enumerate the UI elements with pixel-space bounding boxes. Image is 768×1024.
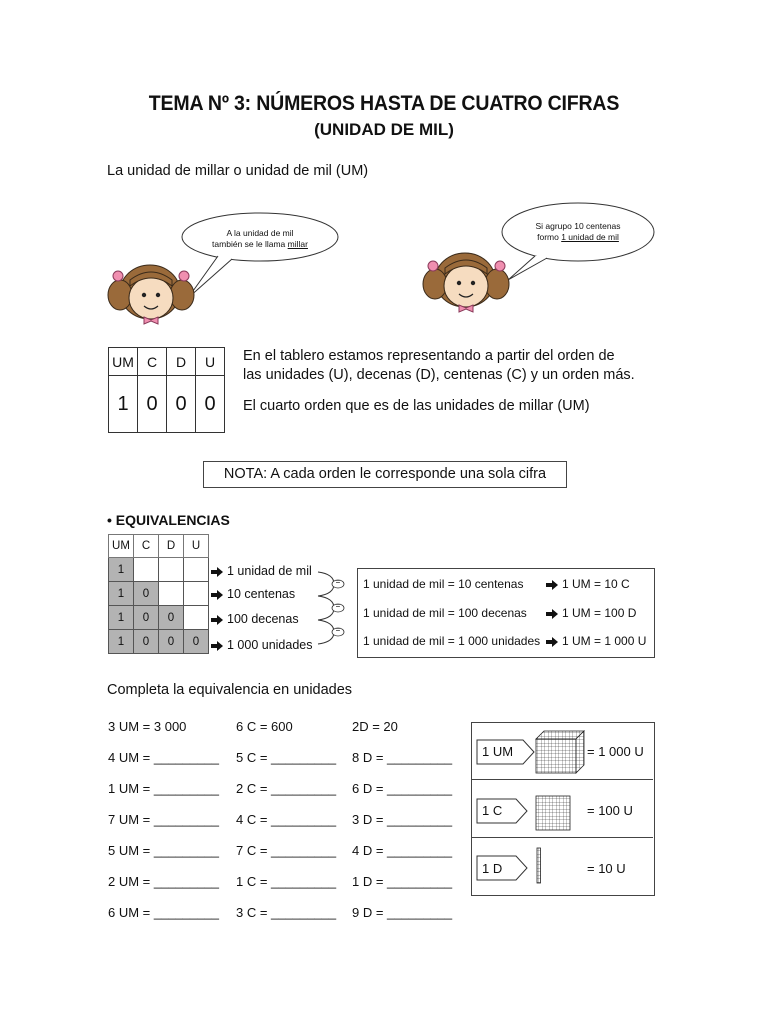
eq-cell: 1 bbox=[109, 606, 134, 630]
exercise-item: 5 UM = _________ bbox=[108, 843, 219, 858]
nota-box: NOTA: A cada orden le corresponde una sola cifra bbox=[203, 461, 567, 488]
bubble-left-line2b: millar bbox=[287, 239, 308, 249]
exercise-item: 5 C = _________ bbox=[236, 750, 337, 765]
bubble-right-text bbox=[503, 221, 653, 243]
panel-divider bbox=[472, 779, 653, 780]
eq-cell: 1 bbox=[109, 558, 134, 582]
eq-cell bbox=[134, 558, 159, 582]
eq-cell bbox=[159, 582, 184, 606]
exercise-item: 7 C = _________ bbox=[236, 843, 337, 858]
bubble-right-line2 bbox=[503, 232, 653, 243]
eq-cell bbox=[184, 606, 209, 630]
equivalencias-table bbox=[108, 534, 209, 654]
girl-illustration-right bbox=[420, 200, 660, 325]
exercise-item: 9 D = _________ bbox=[352, 905, 453, 920]
eq-line-2-right bbox=[546, 606, 636, 620]
eq-line-2-right-text: 1 UM = 100 D bbox=[562, 606, 637, 620]
exercise-heading: Completa la equivalencia en unidades bbox=[107, 682, 353, 698]
board-value-u: 0 bbox=[196, 376, 225, 433]
exercise-item: 6 D = _________ bbox=[352, 781, 453, 796]
exercise-item: 2 UM = _________ bbox=[108, 874, 219, 889]
exercise-item: 2 C = _________ bbox=[236, 781, 337, 796]
exercise-item: 8 D = _________ bbox=[352, 750, 453, 765]
board-explanation bbox=[243, 347, 635, 385]
bubble-left-line2a: también se le llama bbox=[212, 239, 288, 249]
exercise-item: 4 C = _________ bbox=[236, 812, 337, 827]
eq-header-u: U bbox=[184, 535, 209, 558]
eq-arrow-row-1 bbox=[211, 564, 312, 578]
arrow-right-icon bbox=[546, 637, 558, 647]
bubble-right-line1: Si agrupo 10 centenas bbox=[535, 221, 621, 231]
exercise-item: 4 D = _________ bbox=[352, 843, 453, 858]
board-value-um: 1 bbox=[109, 376, 138, 433]
eq-cell: 0 bbox=[159, 606, 184, 630]
exercise-item: 4 UM = _________ bbox=[108, 750, 219, 765]
eq-symbol-3: = bbox=[335, 625, 341, 634]
eq-cell bbox=[184, 558, 209, 582]
board-header-c: C bbox=[138, 348, 167, 376]
exercise-col-c bbox=[236, 719, 336, 936]
arrow-right-icon bbox=[211, 641, 223, 651]
eq-line-3-right bbox=[546, 634, 646, 648]
eq-line-3-right-text: 1 UM = 1 000 U bbox=[562, 634, 647, 648]
eq-arrow-label: 1 000 unidades bbox=[227, 638, 313, 652]
ten-rod-icon bbox=[535, 847, 543, 885]
bubble-left-text bbox=[185, 228, 335, 250]
block-value-c: = 100 U bbox=[587, 803, 633, 818]
bubble-right-line2b: 1 unidad de mil bbox=[561, 232, 619, 242]
exercise-item: 3 D = _________ bbox=[352, 812, 453, 827]
exercise-col-d bbox=[352, 719, 452, 936]
page-title: TEMA Nº 3: NÚMEROS HASTA DE CUATRO CIFRAS bbox=[148, 92, 620, 115]
eq-header-d: D bbox=[159, 535, 184, 558]
eq-cell: 0 bbox=[134, 582, 159, 606]
panel-divider bbox=[472, 837, 653, 838]
block-label-c: 1 C bbox=[482, 803, 503, 818]
eq-line-3-left: 1 unidad de mil = 1 000 unidades bbox=[363, 634, 541, 648]
eq-cell: 0 bbox=[159, 630, 184, 654]
eq-cell: 0 bbox=[184, 630, 209, 654]
board-text-line3: El cuarto orden que es de las unidades de millar (UM) bbox=[243, 398, 590, 414]
eq-symbol-2: = bbox=[335, 601, 341, 610]
arrow-right-icon bbox=[546, 609, 558, 619]
arrow-right-icon bbox=[546, 580, 558, 590]
block-value-d: = 10 U bbox=[587, 861, 626, 876]
exercise-item: 2D = 20 bbox=[352, 719, 398, 734]
eq-arrow-label: 100 decenas bbox=[227, 612, 299, 626]
eq-header-um: UM bbox=[109, 535, 134, 558]
board-value-d: 0 bbox=[167, 376, 196, 433]
board-text-line1: En el tablero estamos representando a partir del orden de bbox=[243, 348, 615, 364]
eq-cell: 1 bbox=[109, 582, 134, 606]
eq-arrow-row-3 bbox=[211, 612, 299, 626]
board-value-c: 0 bbox=[138, 376, 167, 433]
eq-arrow-row-4 bbox=[211, 638, 313, 652]
arrow-right-icon bbox=[211, 567, 223, 577]
bubble-left-line1: A la unidad de mil bbox=[226, 228, 294, 238]
hundred-flat-icon bbox=[535, 795, 573, 831]
eq-arrow-label: 10 centenas bbox=[227, 587, 296, 601]
exercise-item: 7 UM = _________ bbox=[108, 812, 219, 827]
block-label-um: 1 UM bbox=[482, 744, 514, 759]
exercise-item: 3 UM = 3 000 bbox=[108, 719, 187, 734]
eq-cell: 1 bbox=[109, 630, 134, 654]
exercise-col-um bbox=[108, 719, 219, 936]
eq-line-1-left: 1 unidad de mil = 10 centenas bbox=[363, 577, 524, 591]
arrow-right-icon bbox=[211, 590, 223, 600]
bubble-right-line2a: formo bbox=[537, 232, 562, 242]
eq-cell: 0 bbox=[134, 606, 159, 630]
exercise-item: 1 D = _________ bbox=[352, 874, 453, 889]
board-header-d: D bbox=[167, 348, 196, 376]
eq-cell: 0 bbox=[134, 630, 159, 654]
board-header-u: U bbox=[196, 348, 225, 376]
exercise-item: 6 UM = _________ bbox=[108, 905, 219, 920]
eq-line-2-left: 1 unidad de mil = 100 decenas bbox=[363, 606, 527, 620]
eq-arrow-row-2 bbox=[211, 587, 295, 601]
exercise-item: 1 C = _________ bbox=[236, 874, 337, 889]
place-value-board bbox=[108, 347, 225, 433]
exercise-item: 3 C = _________ bbox=[236, 905, 337, 920]
board-text-line2: las unidades (U), decenas (D), centenas (C) y un orden más. bbox=[243, 367, 635, 383]
bubble-left-line2 bbox=[185, 239, 335, 250]
equivalencias-heading: • EQUIVALENCIAS bbox=[107, 512, 230, 528]
eq-symbol-1: = bbox=[335, 577, 341, 586]
eq-line-1-right-text: 1 UM = 10 C bbox=[562, 577, 630, 591]
eq-cell bbox=[159, 558, 184, 582]
eq-line-1-right bbox=[546, 577, 630, 591]
eq-arrow-label: 1 unidad de mil bbox=[227, 564, 312, 578]
intro-text: La unidad de millar o unidad de mil (UM) bbox=[107, 163, 369, 179]
block-value-um: = 1 000 U bbox=[587, 744, 644, 759]
eq-header-c: C bbox=[134, 535, 159, 558]
thousand-cube-icon bbox=[534, 729, 586, 775]
block-label-d: 1 D bbox=[482, 861, 503, 876]
arrow-right-icon bbox=[211, 615, 223, 625]
exercise-item: 1 UM = _________ bbox=[108, 781, 219, 796]
exercise-item: 6 C = 600 bbox=[236, 719, 293, 734]
page-subtitle: (UNIDAD DE MIL) bbox=[314, 120, 454, 139]
eq-cell bbox=[184, 582, 209, 606]
board-header-um: UM bbox=[109, 348, 138, 376]
